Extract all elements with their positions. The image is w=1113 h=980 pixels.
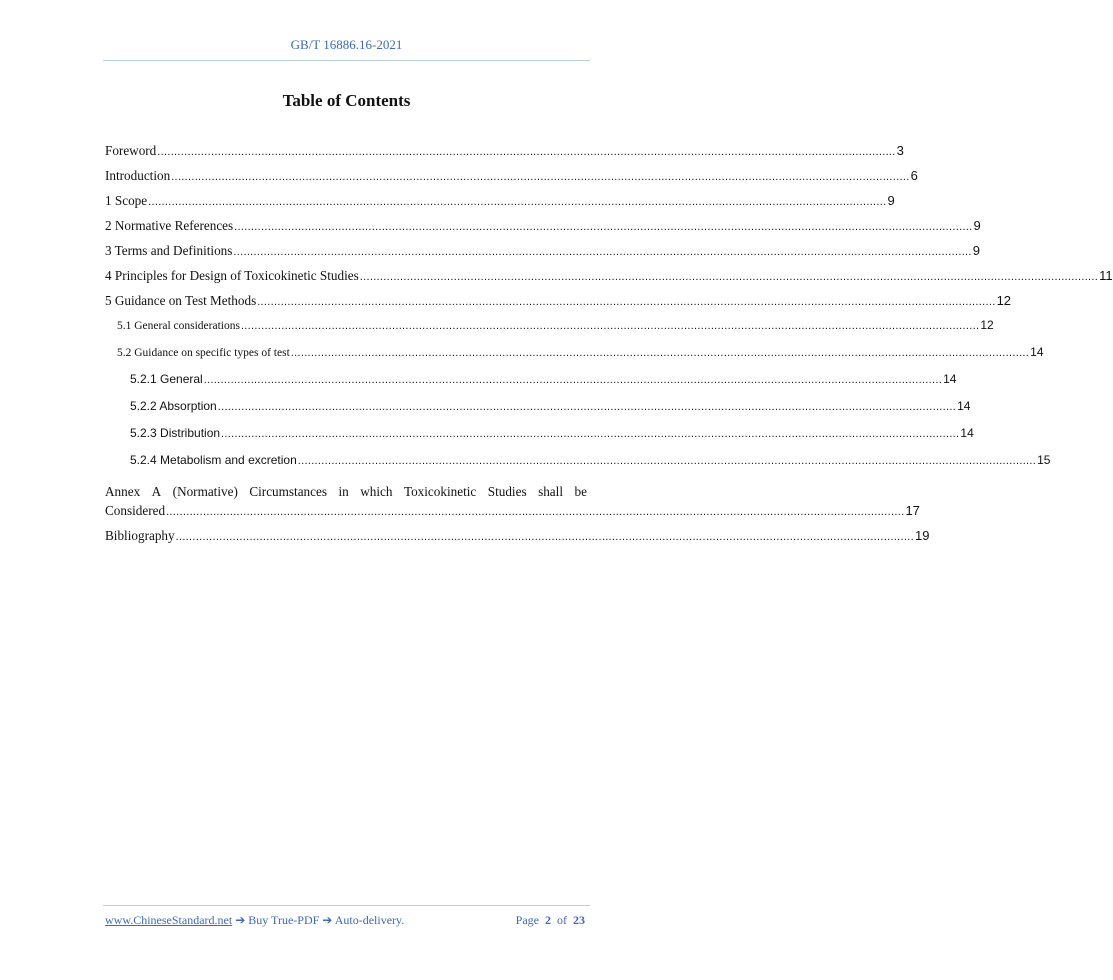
arrow-right-icon: ➔ (235, 913, 246, 927)
toc-label: 5.2.1 General (130, 372, 203, 386)
toc-page-number: 14 (957, 399, 971, 413)
toc-page-number: 12 (996, 293, 1012, 308)
dot-leader: ............................................................................................................................................................................................................................ (203, 374, 943, 386)
toc-label: 4 Principles for Design of Toxicokinetic Studies (105, 268, 359, 283)
toc-page-number: 6 (910, 168, 918, 183)
toc-entry-introduction[interactable] (105, 168, 918, 193)
annex-word: (Normative) (172, 484, 238, 499)
table-of-contents (105, 143, 1113, 553)
current-page-number: 2 (545, 913, 551, 927)
dot-leader: ............................................................................................................................................................................................................................ (148, 196, 887, 208)
toc-page-number: 9 (887, 193, 895, 208)
toc-label: 2 Normative References (105, 218, 234, 233)
toc-page-number: 19 (914, 528, 930, 543)
dot-leader: ............................................................................................................................................................................................................................ (257, 296, 996, 308)
arrow-right-icon: ➔ (322, 913, 333, 927)
annex-word: which (360, 484, 393, 499)
total-pages-number: 23 (573, 913, 585, 927)
annex-word: Studies (487, 484, 527, 499)
annex-word: Annex (105, 484, 141, 499)
website-link[interactable]: www.ChineseStandard.net (105, 913, 233, 927)
toc-label: Considered (105, 503, 166, 518)
annex-word: shall (538, 484, 563, 499)
toc-label: 5.2.4 Metabolism and excretion (130, 453, 297, 467)
annex-word: be (574, 484, 587, 499)
toc-label: Foreword (105, 143, 157, 158)
page-title: Table of Contents (282, 91, 411, 110)
dot-leader: ............................................................................................................................................................................................................................ (234, 221, 973, 233)
toc-page-number: 17 (905, 503, 920, 518)
toc-label: 5.2 Guidance on specific types of test (117, 347, 290, 359)
document-number-header: GB/T 16886.16-2021 (290, 37, 403, 52)
toc-entry-general[interactable] (105, 372, 957, 399)
toc-entry-absorption[interactable] (105, 399, 971, 426)
toc-page-number: 9 (972, 243, 980, 258)
dot-leader: ............................................................................................................................................................................................................................ (240, 320, 980, 332)
dot-leader: ............................................................................................................................................................................................................................ (233, 246, 972, 258)
dot-leader: ............................................................................................................................................................................................................................ (297, 455, 1037, 467)
toc-page-number: 11 (1099, 268, 1113, 283)
header-divider (103, 60, 590, 61)
toc-entry-terms-definitions[interactable] (105, 243, 980, 268)
annex-title-continuation (105, 501, 920, 522)
toc-label: 1 Scope (105, 193, 148, 208)
toc-entry-test-methods[interactable] (105, 293, 1012, 318)
annex-word: A (151, 484, 162, 499)
toc-entry-foreword[interactable] (105, 143, 904, 168)
toc-label: 5.2.2 Absorption (130, 399, 217, 413)
page-indicator (516, 913, 585, 928)
toc-label: Bibliography (105, 528, 175, 543)
toc-entry-specific-types[interactable] (105, 345, 1044, 372)
toc-entry-bibliography[interactable] (105, 528, 930, 553)
dot-leader: ............................................................................................................................................................................................................................ (221, 428, 960, 440)
toc-page-number: 9 (973, 218, 981, 233)
dot-leader: ............................................................................................................................................................................................................................ (175, 531, 914, 543)
page-label: Page (515, 913, 539, 927)
toc-page-number: 15 (1037, 453, 1051, 467)
page-footer (105, 913, 585, 928)
toc-label: Introduction (105, 168, 171, 183)
toc-label: 5.2.3 Distribution (130, 426, 221, 440)
toc-entry-principles[interactable] (105, 268, 1113, 293)
toc-page-number: 14 (943, 372, 957, 386)
toc-label: 5.1 General considerations (117, 320, 240, 332)
dot-leader: ............................................................................................................................................................................................................................ (290, 347, 1030, 359)
dot-leader: ............................................................................................................................................................................................................................ (166, 506, 905, 518)
footer-divider (103, 905, 590, 906)
annex-word: in (338, 484, 349, 499)
toc-entry-normative-references[interactable] (105, 218, 981, 243)
toc-page-number: 14 (960, 426, 974, 440)
annex-word: Toxicokinetic (403, 484, 477, 499)
toc-entry-metabolism-excretion[interactable] (105, 453, 1051, 480)
dot-leader: ............................................................................................................................................................................................................................ (217, 401, 957, 413)
toc-entry-scope[interactable] (105, 193, 895, 218)
auto-delivery-text: Auto-delivery. (334, 913, 405, 927)
annex-title-line (105, 482, 587, 501)
toc-entry-distribution[interactable] (105, 426, 974, 453)
toc-page-number: 14 (1030, 345, 1044, 359)
dot-leader: ............................................................................................................................................................................................................................ (171, 171, 910, 183)
buy-pdf-text: Buy True-PDF (248, 913, 320, 927)
toc-label: 5 Guidance on Test Methods (105, 293, 257, 308)
toc-page-number: 3 (896, 143, 904, 158)
annex-word: Circumstances (249, 484, 327, 499)
toc-entry-general-considerations[interactable] (105, 318, 994, 345)
toc-page-number: 12 (980, 318, 994, 332)
dot-leader: ............................................................................................................................................................................................................................ (157, 146, 896, 158)
toc-label: 3 Terms and Definitions (105, 243, 233, 258)
toc-entry-annex-a[interactable] (105, 482, 920, 522)
of-label: of (557, 913, 567, 927)
dot-leader: ............................................................................................................................................................................................................................ (359, 271, 1099, 283)
